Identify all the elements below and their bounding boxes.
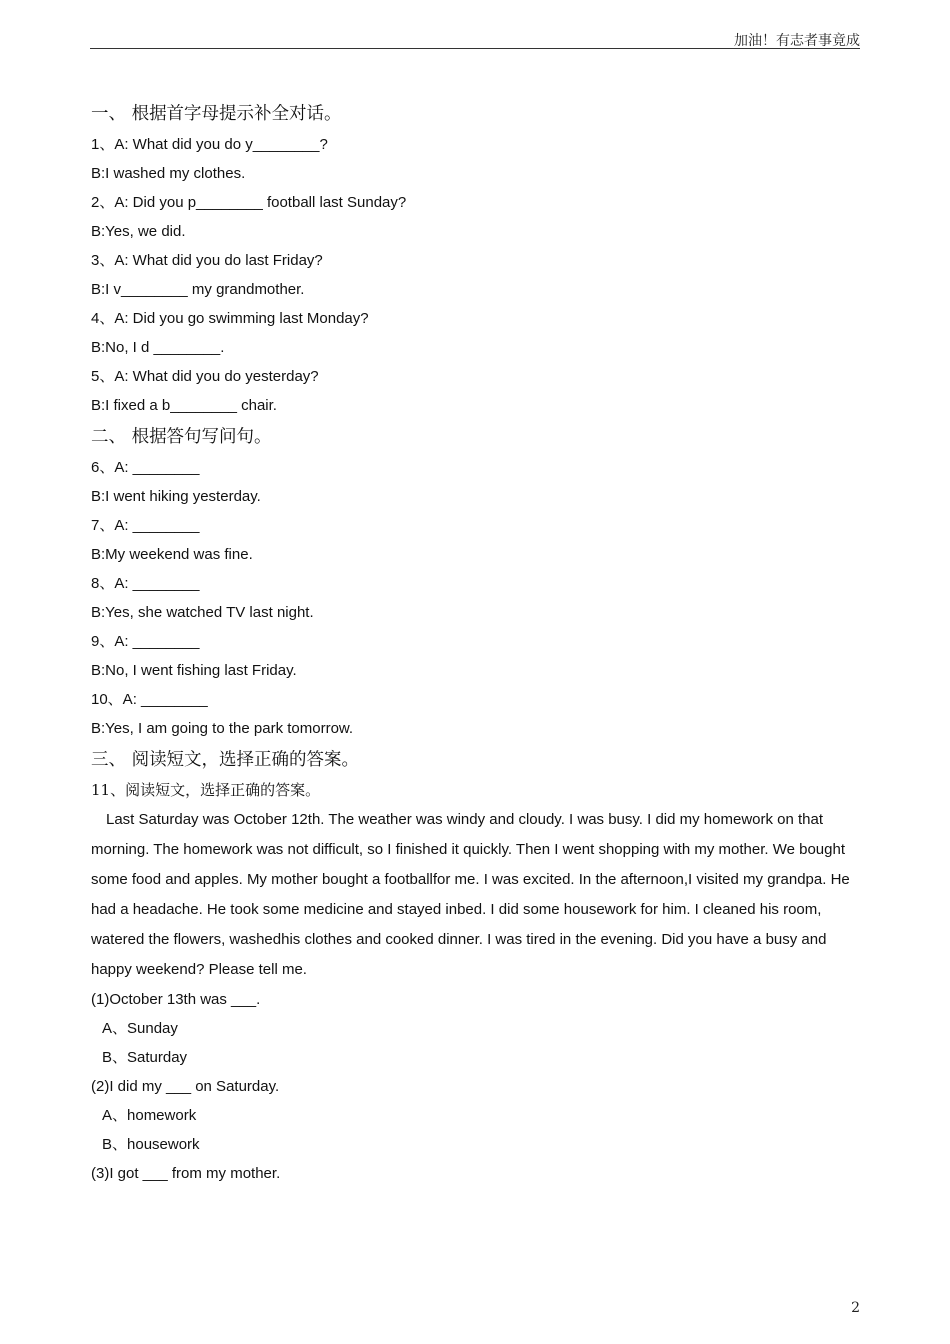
dialog-line: B:I fixed a b________ chair. [91,397,277,414]
dialog-line: 1、A: What did you do y________? [91,136,328,153]
dialog-line: B:I went hiking yesterday. [91,488,261,505]
dialog-line: B:Yes, she watched TV last night. [91,604,314,621]
header-motto: 加油！有志者事竟成 [734,33,860,49]
question-11-title: 11、阅读短文，选择正确的答案。 [91,781,321,799]
section-title-2: 二、 根据答句写问句。 [91,427,272,447]
section-title-1: 一、 根据首字母提示补全对话。 [91,104,342,124]
dialog-line: 2、A: Did you p________ football last Sunday? [91,194,407,211]
dialog-line: B:No, I d ________. [91,339,225,356]
dialog-line: 6、A: ________ [91,459,200,476]
option-2a: A、homework [102,1107,197,1124]
dialog-line: 8、A: ________ [91,575,200,592]
option-1a: A、Sunday [102,1020,178,1037]
option-1b: B、Saturday [102,1049,188,1066]
dialog-line: 7、A: ________ [91,517,200,534]
page-number: 2 [851,1300,860,1316]
dialog-line: 9、A: ________ [91,633,200,650]
reading-passage: Last Saturday was October 12th. The weather was windy and cloudy. I was busy. I did my homework on that morning. The homework was not difficult, so I finished it quickly. Then I went shopping with my mother. We bought some food and apples. My mother bought a footballfor me. I was excited. In the afternoon,I visited my grandpa. He had a headache. He took some medicine and stayed inbed. I did some housework for him. I cleaned his room, watered the flowers, washedhis clothes and cooked dinner. I was tired in the evening. Did you have a busy and happy weekend? Please tell me. [91,811,850,978]
question-1: (1)October 13th was ___. [91,991,261,1008]
dialog-line: B:Yes, I am going to the park tomorrow. [91,720,354,737]
header-rule [90,48,860,49]
dialog-line: B:No, I went fishing last Friday. [91,662,297,679]
option-2b: B、housework [102,1136,200,1153]
dialog-line: B:My weekend was fine. [91,546,253,563]
dialog-line: B:Yes, we did. [91,223,186,240]
question-2: (2)I did my ___ on Saturday. [91,1078,280,1095]
section-title-3: 三、 阅读短文，选择正确的答案。 [91,750,360,770]
dialog-line: 4、A: Did you go swimming last Monday? [91,310,369,327]
dialog-line: 10、A: ________ [91,691,208,708]
question-3: (3)I got ___ from my mother. [91,1165,281,1182]
worksheet-content [91,98,861,1188]
dialog-line: 5、A: What did you do yesterday? [91,368,319,385]
dialog-line: B:I washed my clothes. [91,165,246,182]
dialog-line: B:I v________ my grandmother. [91,281,305,298]
dialog-line: 3、A: What did you do last Friday? [91,252,323,269]
